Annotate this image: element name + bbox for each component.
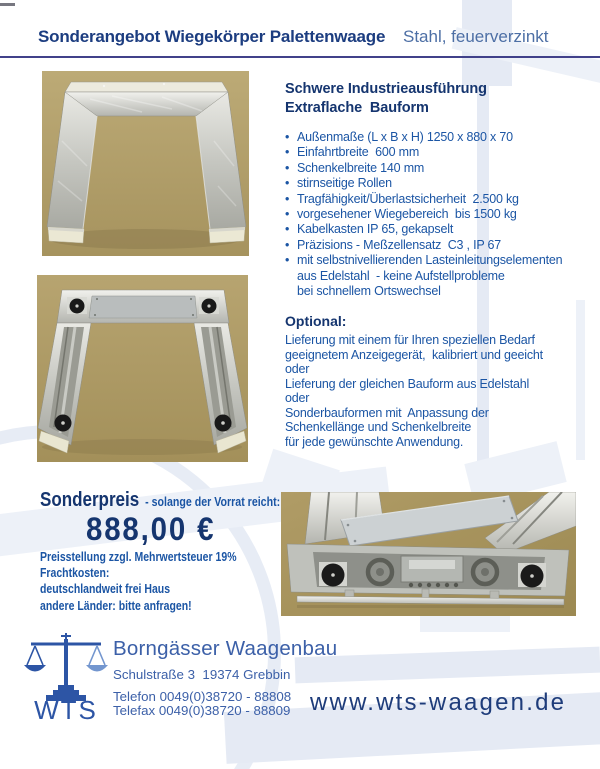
bullet-icon: • — [285, 176, 290, 191]
product-photo-junction-box — [281, 492, 576, 616]
bullet-icon: • — [285, 145, 290, 160]
company-address: Schulstraße 3 19374 Grebbin — [113, 667, 291, 682]
optional-line: Schenkellänge und Schenkelbreite — [285, 420, 472, 434]
optional-line: für jede gewünschte Anwendung. — [285, 434, 464, 449]
spec-text: Kabelkasten IP 65, gekapselt — [297, 222, 454, 237]
price-detail-line: Preisstellung zzgl. Mehrwertsteuer 19% — [40, 549, 237, 564]
bullet-icon: • — [285, 130, 290, 144]
special-price-condition: - solange der Vorrat reicht: — [145, 495, 281, 509]
spec-text: Präzisions - Meßzellensatz C3 , IP 67 — [297, 237, 502, 252]
wts-logo — [24, 631, 108, 721]
spec-list-item — [285, 192, 598, 207]
spec-list-item — [285, 145, 598, 160]
spec-text: Außenmaße (L x B x H) 1250 x 880 x 70 — [297, 130, 513, 144]
spec-list-item — [285, 161, 598, 176]
optional-section — [285, 313, 598, 449]
optional-line: geeignetem Anzeigegerät, kalibriert und geeicht — [285, 347, 543, 362]
price-details — [40, 549, 237, 614]
spec-list-item — [285, 269, 598, 284]
product-photo-top-view — [37, 275, 248, 462]
spec-text: aus Edelstahl - keine Aufstellprobleme — [297, 268, 505, 283]
page-title-material: Stahl, feuerverzinkt — [402, 27, 549, 46]
specs-section — [285, 80, 598, 299]
bullet-icon: • — [285, 253, 290, 268]
bullet-icon — [285, 269, 297, 284]
optional-lines — [285, 333, 598, 449]
special-price-label: Sonderpreis — [40, 489, 140, 511]
spec-list-item — [285, 207, 598, 222]
price-detail-line: deutschlandweit frei Haus — [40, 581, 171, 597]
spec-text: Schenkelbreite 140 mm — [297, 160, 425, 175]
website-link[interactable]: www.wts-waagen.de — [310, 689, 567, 716]
company-name: Borngässer Waagenbau — [113, 637, 338, 660]
product-photo-front-view — [42, 71, 249, 256]
company-phone: Telefon 0049(0)38720 - 88808 — [113, 689, 292, 704]
spec-list-item — [285, 284, 598, 299]
spec-text: mit selbstnivellierenden Lasteinleitungselementen — [297, 253, 563, 268]
spec-list-item — [285, 253, 598, 268]
logo-wts-text: WTS — [34, 695, 98, 721]
optional-line: Lieferung der gleichen Bauform aus Edelstahl — [285, 376, 530, 391]
price-detail-line: Frachtkosten: — [40, 565, 110, 581]
spec-list-item — [285, 238, 598, 253]
price-detail-line: andere Länder: bitte anfragen! — [40, 597, 192, 613]
header-divider — [0, 56, 600, 58]
bullet-icon: • — [285, 237, 290, 252]
spec-text: bei schnellem Ortswechsel — [297, 284, 441, 299]
page-title-main: Sonderangebot Wiegekörper Palettenwaage — [38, 27, 386, 46]
page-title — [38, 27, 549, 47]
specs-bullet-list — [285, 130, 598, 299]
optional-line: oder — [285, 391, 310, 405]
specs-heading-line1: Schwere Industrieausführung — [285, 81, 487, 97]
company-block — [113, 637, 337, 717]
bullet-icon: • — [285, 191, 290, 206]
bullet-icon — [285, 284, 297, 299]
spec-list-item — [285, 130, 598, 145]
optional-line: Lieferung mit einem für Ihren speziellen Bedarf — [285, 333, 535, 347]
price-amount: 888,00 € — [86, 511, 216, 547]
spec-text: stirnseitige Rollen — [297, 176, 392, 191]
optional-line: Sonderbauformen mit Anpassung der — [285, 405, 489, 420]
bullet-icon: • — [285, 160, 290, 175]
company-fax: Telefax 0049(0)38720 - 88809 — [113, 702, 291, 718]
spec-text: Einfahrtbreite 600 mm — [297, 145, 420, 160]
bullet-icon: • — [285, 222, 290, 237]
specs-heading-line2: Extraflache Bauform — [285, 100, 429, 116]
scan-artifact — [0, 3, 15, 6]
special-price-row — [40, 489, 280, 512]
balance-scale-icon — [24, 633, 108, 701]
optional-line: oder — [285, 362, 310, 376]
spec-list-item — [285, 222, 598, 237]
bullet-icon: • — [285, 207, 290, 222]
optional-heading: Optional: — [285, 313, 347, 329]
spec-text: Tragfähigkeit/Überlastsicherheit 2.500 kg — [297, 191, 519, 206]
spec-text: vorgesehener Wiegebereich bis 1500 kg — [297, 207, 517, 222]
watermark-footer-band-top — [295, 647, 600, 684]
spec-list-item — [285, 176, 598, 191]
